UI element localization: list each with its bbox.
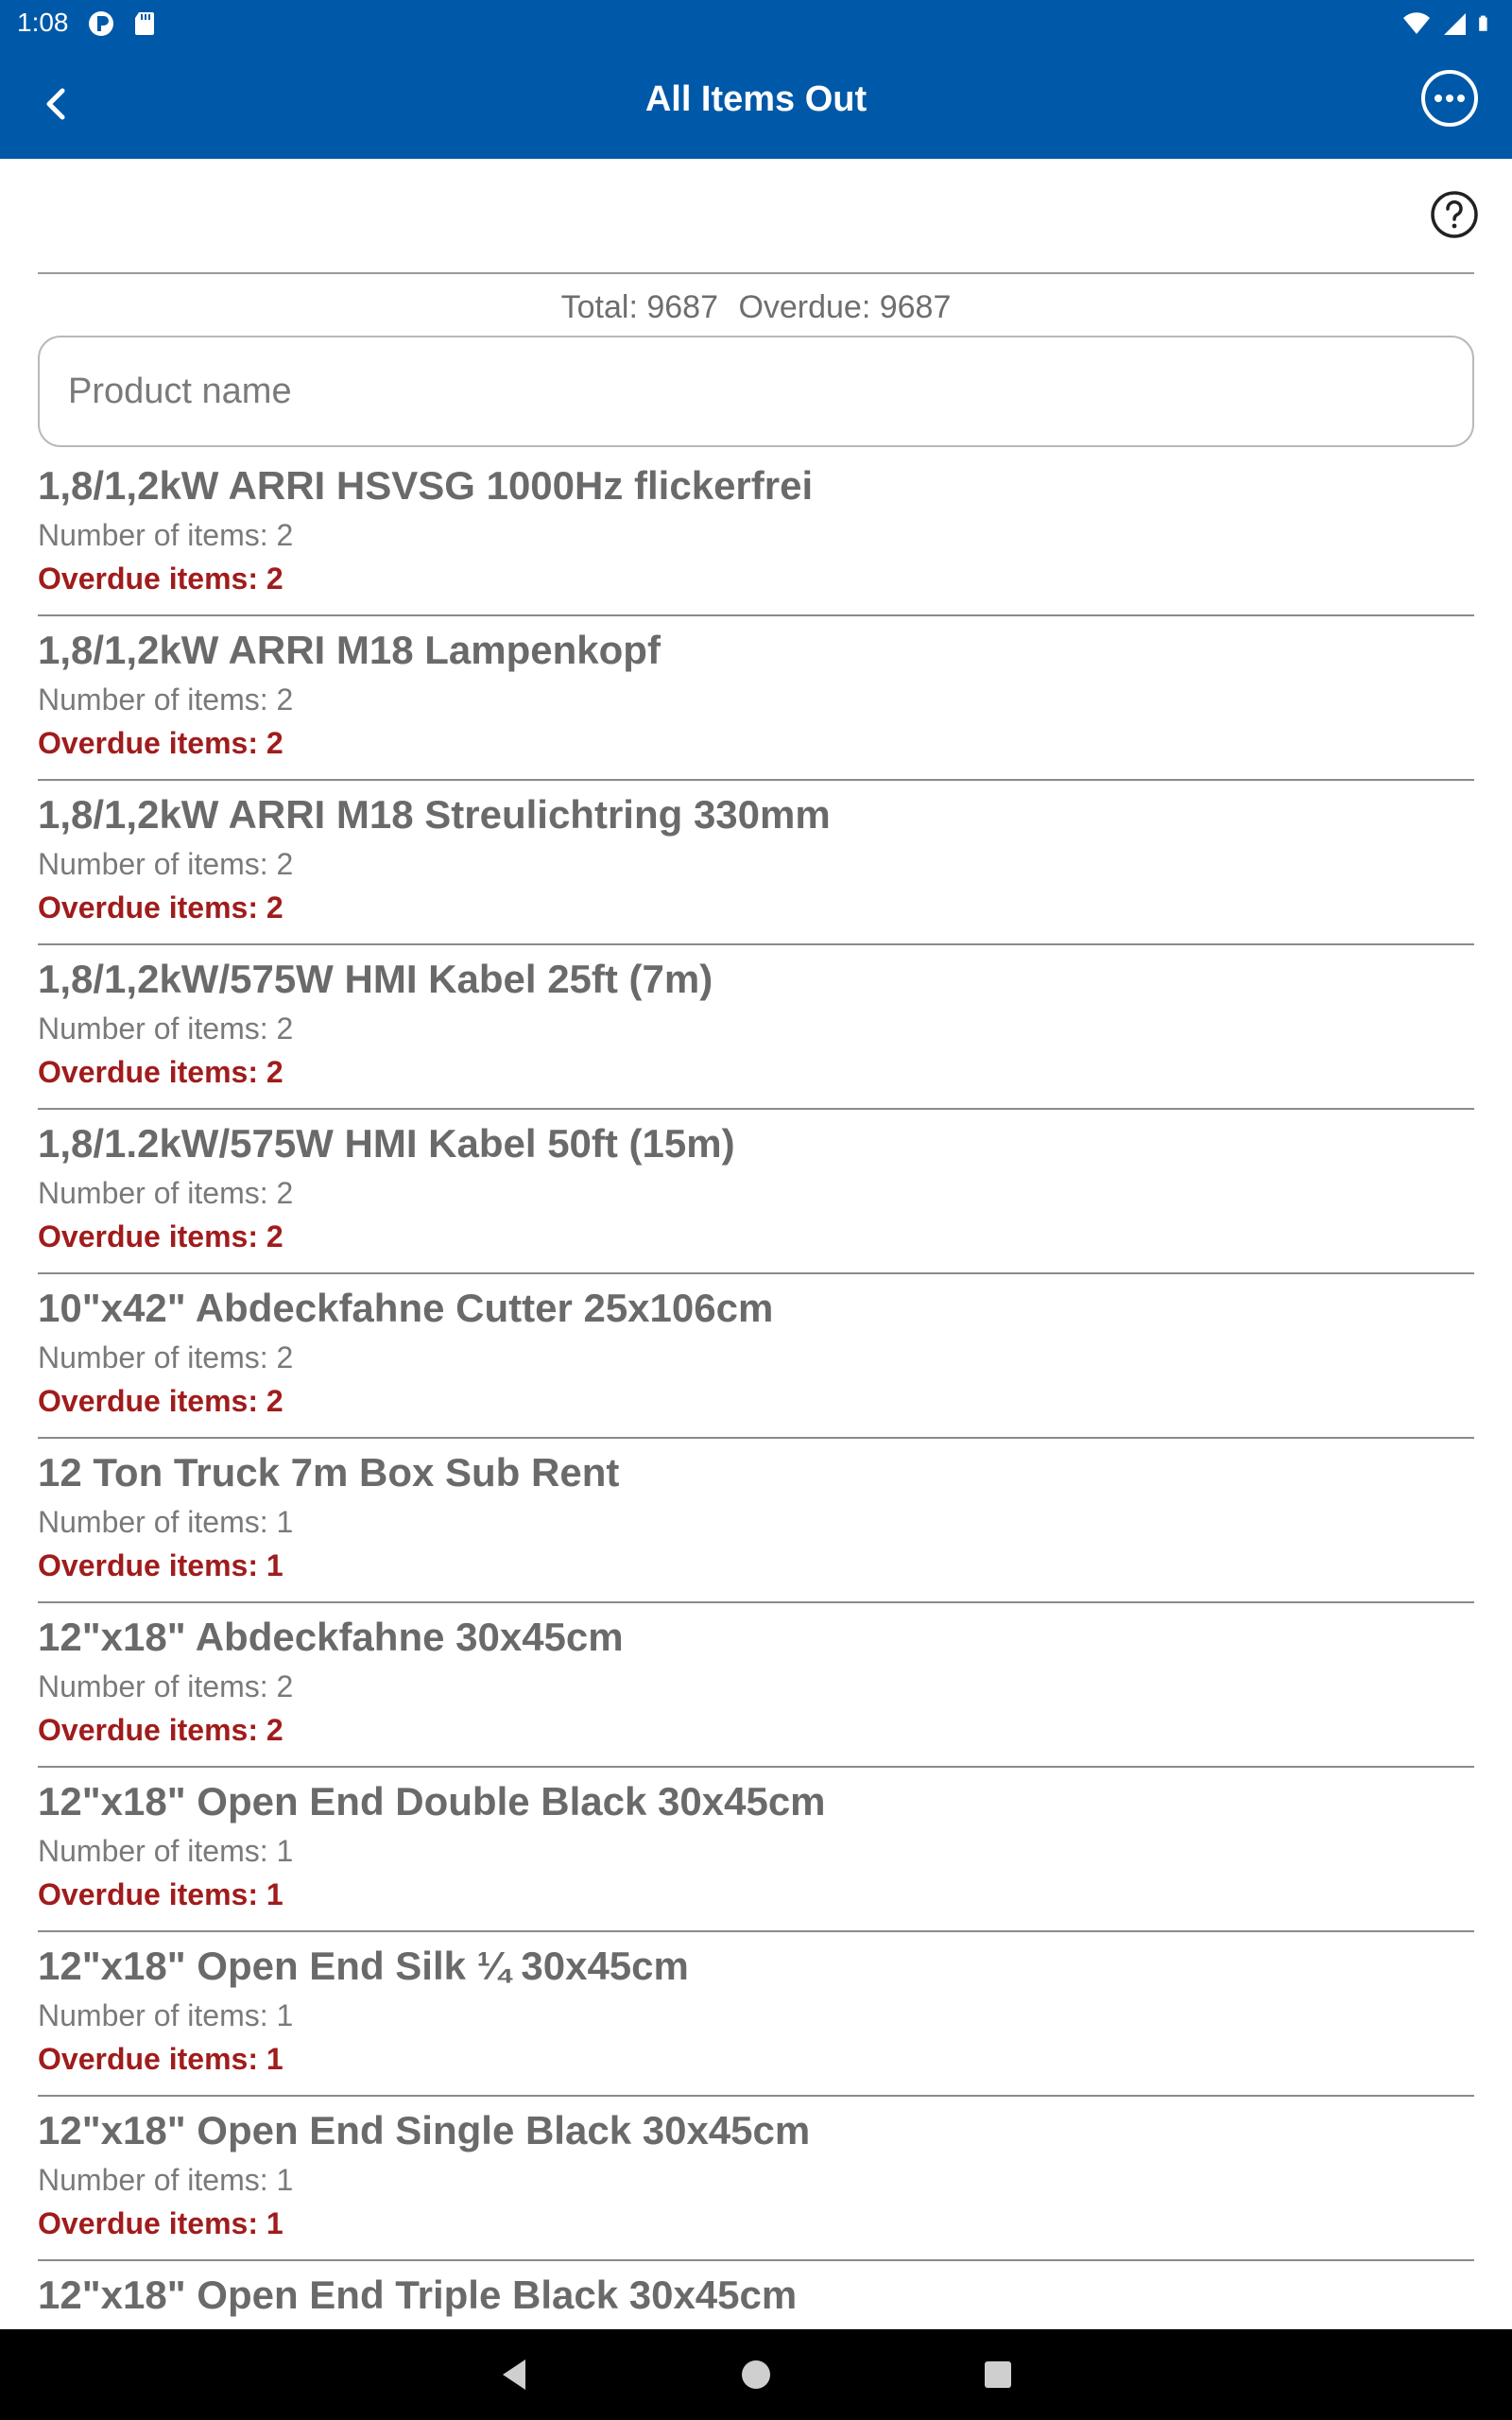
item-count: Number of items: 2 xyxy=(38,1176,294,1210)
cellular-signal-icon xyxy=(1440,9,1469,38)
item-count: Number of items: 2 xyxy=(38,847,294,881)
item-count: Number of items: 1 xyxy=(38,1505,294,1539)
item-overdue: Overdue items: 2 xyxy=(38,562,284,596)
items-list xyxy=(38,452,1474,2420)
app-notification-icon xyxy=(87,9,115,38)
list-item[interactable] xyxy=(38,1274,1474,1439)
list-item[interactable] xyxy=(38,1110,1474,1274)
item-overdue: Overdue items: 2 xyxy=(38,1055,284,1089)
list-item[interactable] xyxy=(38,945,1474,1110)
item-count: Number of items: 2 xyxy=(38,1669,294,1703)
nav-recents-button[interactable] xyxy=(979,2356,1017,2394)
item-count: Number of items: 1 xyxy=(38,2163,294,2197)
item-name: 12"x18" Open End Triple Black 30x45cm xyxy=(38,2273,798,2317)
nav-back-icon xyxy=(495,2356,533,2394)
item-count: Number of items: 2 xyxy=(38,518,294,552)
list-item[interactable] xyxy=(38,1603,1474,1768)
more-options-icon xyxy=(1419,68,1480,129)
list-item[interactable] xyxy=(38,1439,1474,1603)
item-name: 1,8/1.2kW/575W HMI Kabel 50ft (15m) xyxy=(38,1121,735,1166)
status-left-icons xyxy=(87,9,159,38)
overdue-count: Overdue: 9687 xyxy=(738,289,952,325)
item-overdue: Overdue items: 2 xyxy=(38,890,284,925)
list-item[interactable] xyxy=(38,1768,1474,1932)
sd-card-icon xyxy=(130,9,159,38)
item-overdue: Overdue items: 1 xyxy=(38,2042,284,2076)
page-title: All Items Out xyxy=(644,79,868,119)
list-item[interactable] xyxy=(38,1932,1474,2097)
item-count: Number of items: 1 xyxy=(38,1834,294,1868)
list-item[interactable] xyxy=(38,616,1474,781)
item-overdue: Overdue items: 2 xyxy=(38,1219,284,1253)
product-name-search-input[interactable] xyxy=(38,336,1474,447)
help-circle-icon xyxy=(1429,189,1480,240)
item-name: 12"x18" Open End Silk ¼ 30x45cm xyxy=(38,1944,689,1988)
wifi-icon xyxy=(1402,9,1431,38)
help-button[interactable] xyxy=(1429,189,1480,240)
status-right-icons xyxy=(1402,9,1495,38)
totals-summary xyxy=(0,284,1512,331)
battery-icon xyxy=(1478,9,1495,38)
item-name: 12"x18" Abdeckfahne 30x45cm xyxy=(38,1615,624,1659)
item-name: 1,8/1,2kW ARRI M18 Lampenkopf xyxy=(38,628,661,672)
item-overdue: Overdue items: 2 xyxy=(38,726,284,760)
nav-home-icon xyxy=(737,2356,775,2394)
item-overdue: Overdue items: 1 xyxy=(38,2206,284,2240)
item-name: 12"x18" Open End Single Black 30x45cm xyxy=(38,2108,811,2152)
nav-recents-icon xyxy=(979,2356,1017,2394)
item-name: 1,8/1,2kW ARRI HSVSG 1000Hz flickerfrei xyxy=(38,463,814,508)
list-item[interactable] xyxy=(38,2097,1474,2261)
more-options-button[interactable] xyxy=(1419,68,1480,129)
list-item[interactable] xyxy=(38,781,1474,945)
system-nav-bar xyxy=(0,2329,1512,2420)
item-name: 1,8/1,2kW ARRI M18 Streulichtring 330mm xyxy=(38,792,831,837)
item-name: 1,8/1,2kW/575W HMI Kabel 25ft (7m) xyxy=(38,957,713,1001)
item-overdue: Overdue items: 1 xyxy=(38,1877,284,1911)
nav-home-button[interactable] xyxy=(737,2356,775,2394)
nav-back-button[interactable] xyxy=(495,2356,533,2394)
item-count: Number of items: 1 xyxy=(38,1998,294,2032)
app-bar xyxy=(0,49,1512,159)
item-count: Number of items: 2 xyxy=(38,1340,294,1374)
item-name: 12"x18" Open End Double Black 30x45cm xyxy=(38,1779,826,1824)
item-count: Number of items: 2 xyxy=(38,683,294,717)
status-time: 1:08 xyxy=(17,8,69,37)
item-overdue: Overdue items: 2 xyxy=(38,1384,284,1418)
item-overdue: Overdue items: 1 xyxy=(38,1548,284,1582)
item-count: Number of items: 2 xyxy=(38,1011,294,1046)
item-name: 12 Ton Truck 7m Box Sub Rent xyxy=(38,1450,620,1495)
list-item[interactable] xyxy=(38,452,1474,616)
item-overdue: Overdue items: 2 xyxy=(38,1713,284,1747)
status-bar xyxy=(0,0,1512,49)
header-divider xyxy=(38,272,1474,274)
total-count: Total: 9687 xyxy=(560,289,718,325)
item-name: 10"x42" Abdeckfahne Cutter 25x106cm xyxy=(38,1286,774,1330)
